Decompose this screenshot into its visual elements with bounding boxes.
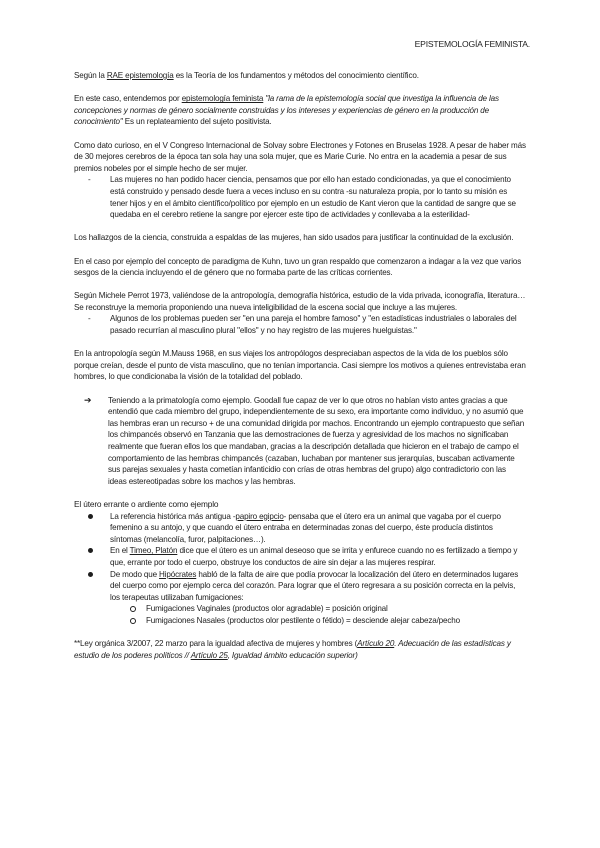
bullet-dot-icon xyxy=(88,548,93,553)
link-epistemologia-feminista[interactable]: epistemología feminista xyxy=(181,94,264,104)
dash-item: - Las mujeres no han podido hacer ciencia, pensamos que por ello han estado condicionadas, ya que el conocimiento está construido y pensado desde fuera a veces incluso en su contra -su naturaleza propia, por lo tanto su misión es tener hijos y en el ámbito científico/político por ejemplo en un estudio de Kant vieron que la cantidad de sangre que se quedaba en el cerebro retiene la sangre por ejercer este tipo de actividades y conllevaba a la esterilidad- xyxy=(88,175,516,220)
link-articulo-20[interactable]: Artículo 20 xyxy=(357,639,395,649)
paragraph-solvay: Como dato curioso, en el V Congreso Internacional de Solvay sobre Electrones y Fotones en Bruselas 1928. A pesar de haber más de 30 mejores cerebros de la época tan sola hay una sola mujer, que es Marie Curie. No entra en la academia a pesar de sus premios nobeles por el simple hecho de ser mujer. xyxy=(74,140,526,173)
paragraph-kuhn: En el caso por ejemplo del concepto de paradigma de Kuhn, tuvo un gran respaldo que comenzaron a indagar a la vez que varios sesgos de la ciencia incluyendo el de género que no formaba parte de las críticas corrientes. xyxy=(74,256,522,278)
link-hipocrates[interactable]: Hipócrates xyxy=(159,569,197,579)
footnote-ley-organica: **Ley orgánica 3/2007, 22 marzo para la igualdad afectiva de mujeres y hombres (Artículo 20. Adecuación de las estadísticas y estudio de los poderes políticos // Artículo 25, Igualdad ámbito educación superior) xyxy=(74,639,511,660)
bullet-dot-icon xyxy=(88,514,93,519)
page-header: EPISTEMOLOGÍA FEMINISTA. xyxy=(414,39,530,49)
bullet-item: La referencia histórica más antigua -papiro egipcio- pensaba que el útero era un animal que vagaba por el cuerpo femenino a su antojo, y que cuando el útero entraba en determinadas zonas del cuerpo, éste producía distintos síntomas (melancolía, furor, palpitaciones…). xyxy=(74,511,526,546)
bullet-dot-icon xyxy=(88,572,93,577)
link-articulo-25[interactable]: Artículo 25 xyxy=(190,650,228,660)
bullet-item: En el Timeo, Platón dice que el útero es un animal deseoso que se irrita y enfurece cuando no es fertilizado a tiempo y que, errante por todo el cuerpo, obstruye los conductos de aire sin dejar a las mujeres respirar. xyxy=(74,545,526,568)
document-body xyxy=(74,70,526,661)
link-papiro-egipcio[interactable]: papiro egipcio xyxy=(235,511,284,521)
paragraph-perrot: Según Michele Perrot 1973, valiéndose de la antropología, demografía histórica, estudio de la vida privada, iconografía, literatura… Se reconstruye la memoria proponiendo una nueva inteligibilidad de la escena social que incluye a las mujeres. xyxy=(74,291,526,312)
paragraph-mauss: En la antropología según M.Mauss 1968, en sus viajes los antropólogos despreciaban aspectos de la vida de los pueblos sólo porque creían, desde el punto de vista masculino, que no tenían importancia. Casi siempre los motivos a quienes entrevistaba eran hombres, lo que condicionaba la visión de la totalidad del poblado. xyxy=(74,349,526,382)
link-timeo-platon[interactable]: Timeo, Platón xyxy=(129,546,178,556)
sub-bullet-item: Fumigaciones Vaginales (productos olor agradable) = posición original xyxy=(74,603,526,615)
arrow-right-icon: ➔ xyxy=(84,394,92,405)
arrow-item-primatologia: ➔ Teniendo a la primatología como ejemplo. Goodall fue capaz de ver lo que otros no habían visto antes gracias a que entendió que cada miembro del grupo, independientemente de su sexo, era importante como individuo, y no asumió que las hembras eran un recurso + de una comunidad dirigida por machos. Encontrando un ejemplo contrapuesto que señan los chimpancés observó en Tanzania que las demostraciones de fuerza y agresividad de los machos no significaban realmente que fueran ellos los que mandaban, gracias a la descripción detallada que hicieron en el trabajo de campo el comportamiento de las hembras chimpancés (cazaban, luchaban por mantener sus jerarquías, buscaban activamente sus parejas sexuales y hasta cometían infanticidio con crías de otras hembras del grupo) algo contradictorio con las ideas estereotipadas sobre los machos y las hembras. xyxy=(84,394,525,486)
sub-bullet-item: Fumigaciones Nasales (productos olor pestilente o fétido) = desciende alejar cabeza/pecho xyxy=(74,615,526,627)
dash-marker: - xyxy=(88,175,91,185)
definition-quote: "la rama de la epistemología social que investiga la influencia de las concepciones y normas de género socialmente construidas y los intereses y experiencias de género en la producción de conocimiento" xyxy=(74,94,499,127)
section-title-utero: El útero errante o ardiente como ejemplo xyxy=(74,498,219,509)
bullet-item: De modo que Hipócrates habló de la falta de aire que podía provocar la localización del útero en determinados lugares del cuerpo como por ejemplo cerca del corazón. Para lograr que el útero regresara a su posición correcta en la pelvis, los terapeutas utilizaban fumigaciones: xyxy=(74,569,526,604)
dash-item: - Algunos de los problemas pueden ser "en una pareja el hombre famoso" y "en estadísticas industriales o laborales del pasado recurrían al masculino plural "ellos" y no hay registro de las mujeres huelguistas." xyxy=(88,314,517,336)
link-rae-epistemologia[interactable]: RAE epistemología xyxy=(106,71,174,80)
paragraph-hallazgos: Los hallazgos de la ciencia, construida a espaldas de las mujeres, han sido usados para justificar la continuidad de la exclusión. xyxy=(74,233,514,243)
dash-marker: - xyxy=(88,314,91,324)
circle-bullet-icon xyxy=(130,606,136,612)
circle-bullet-icon xyxy=(130,618,136,624)
paragraph-feminist-epistemology: En este caso, entendemos por epistemología feminista "la rama de la epistemología social que investiga la influencia de las concepciones y normas de género socialmente construidas y los intereses y experiencias de género en la producción de conocimiento" Es un replateamiento del sujeto positivista. xyxy=(74,94,499,127)
paragraph-rae-definition: Según la RAE epistemología es la Teoría de los fundamentos y métodos del conocimiento científico. xyxy=(74,71,419,80)
